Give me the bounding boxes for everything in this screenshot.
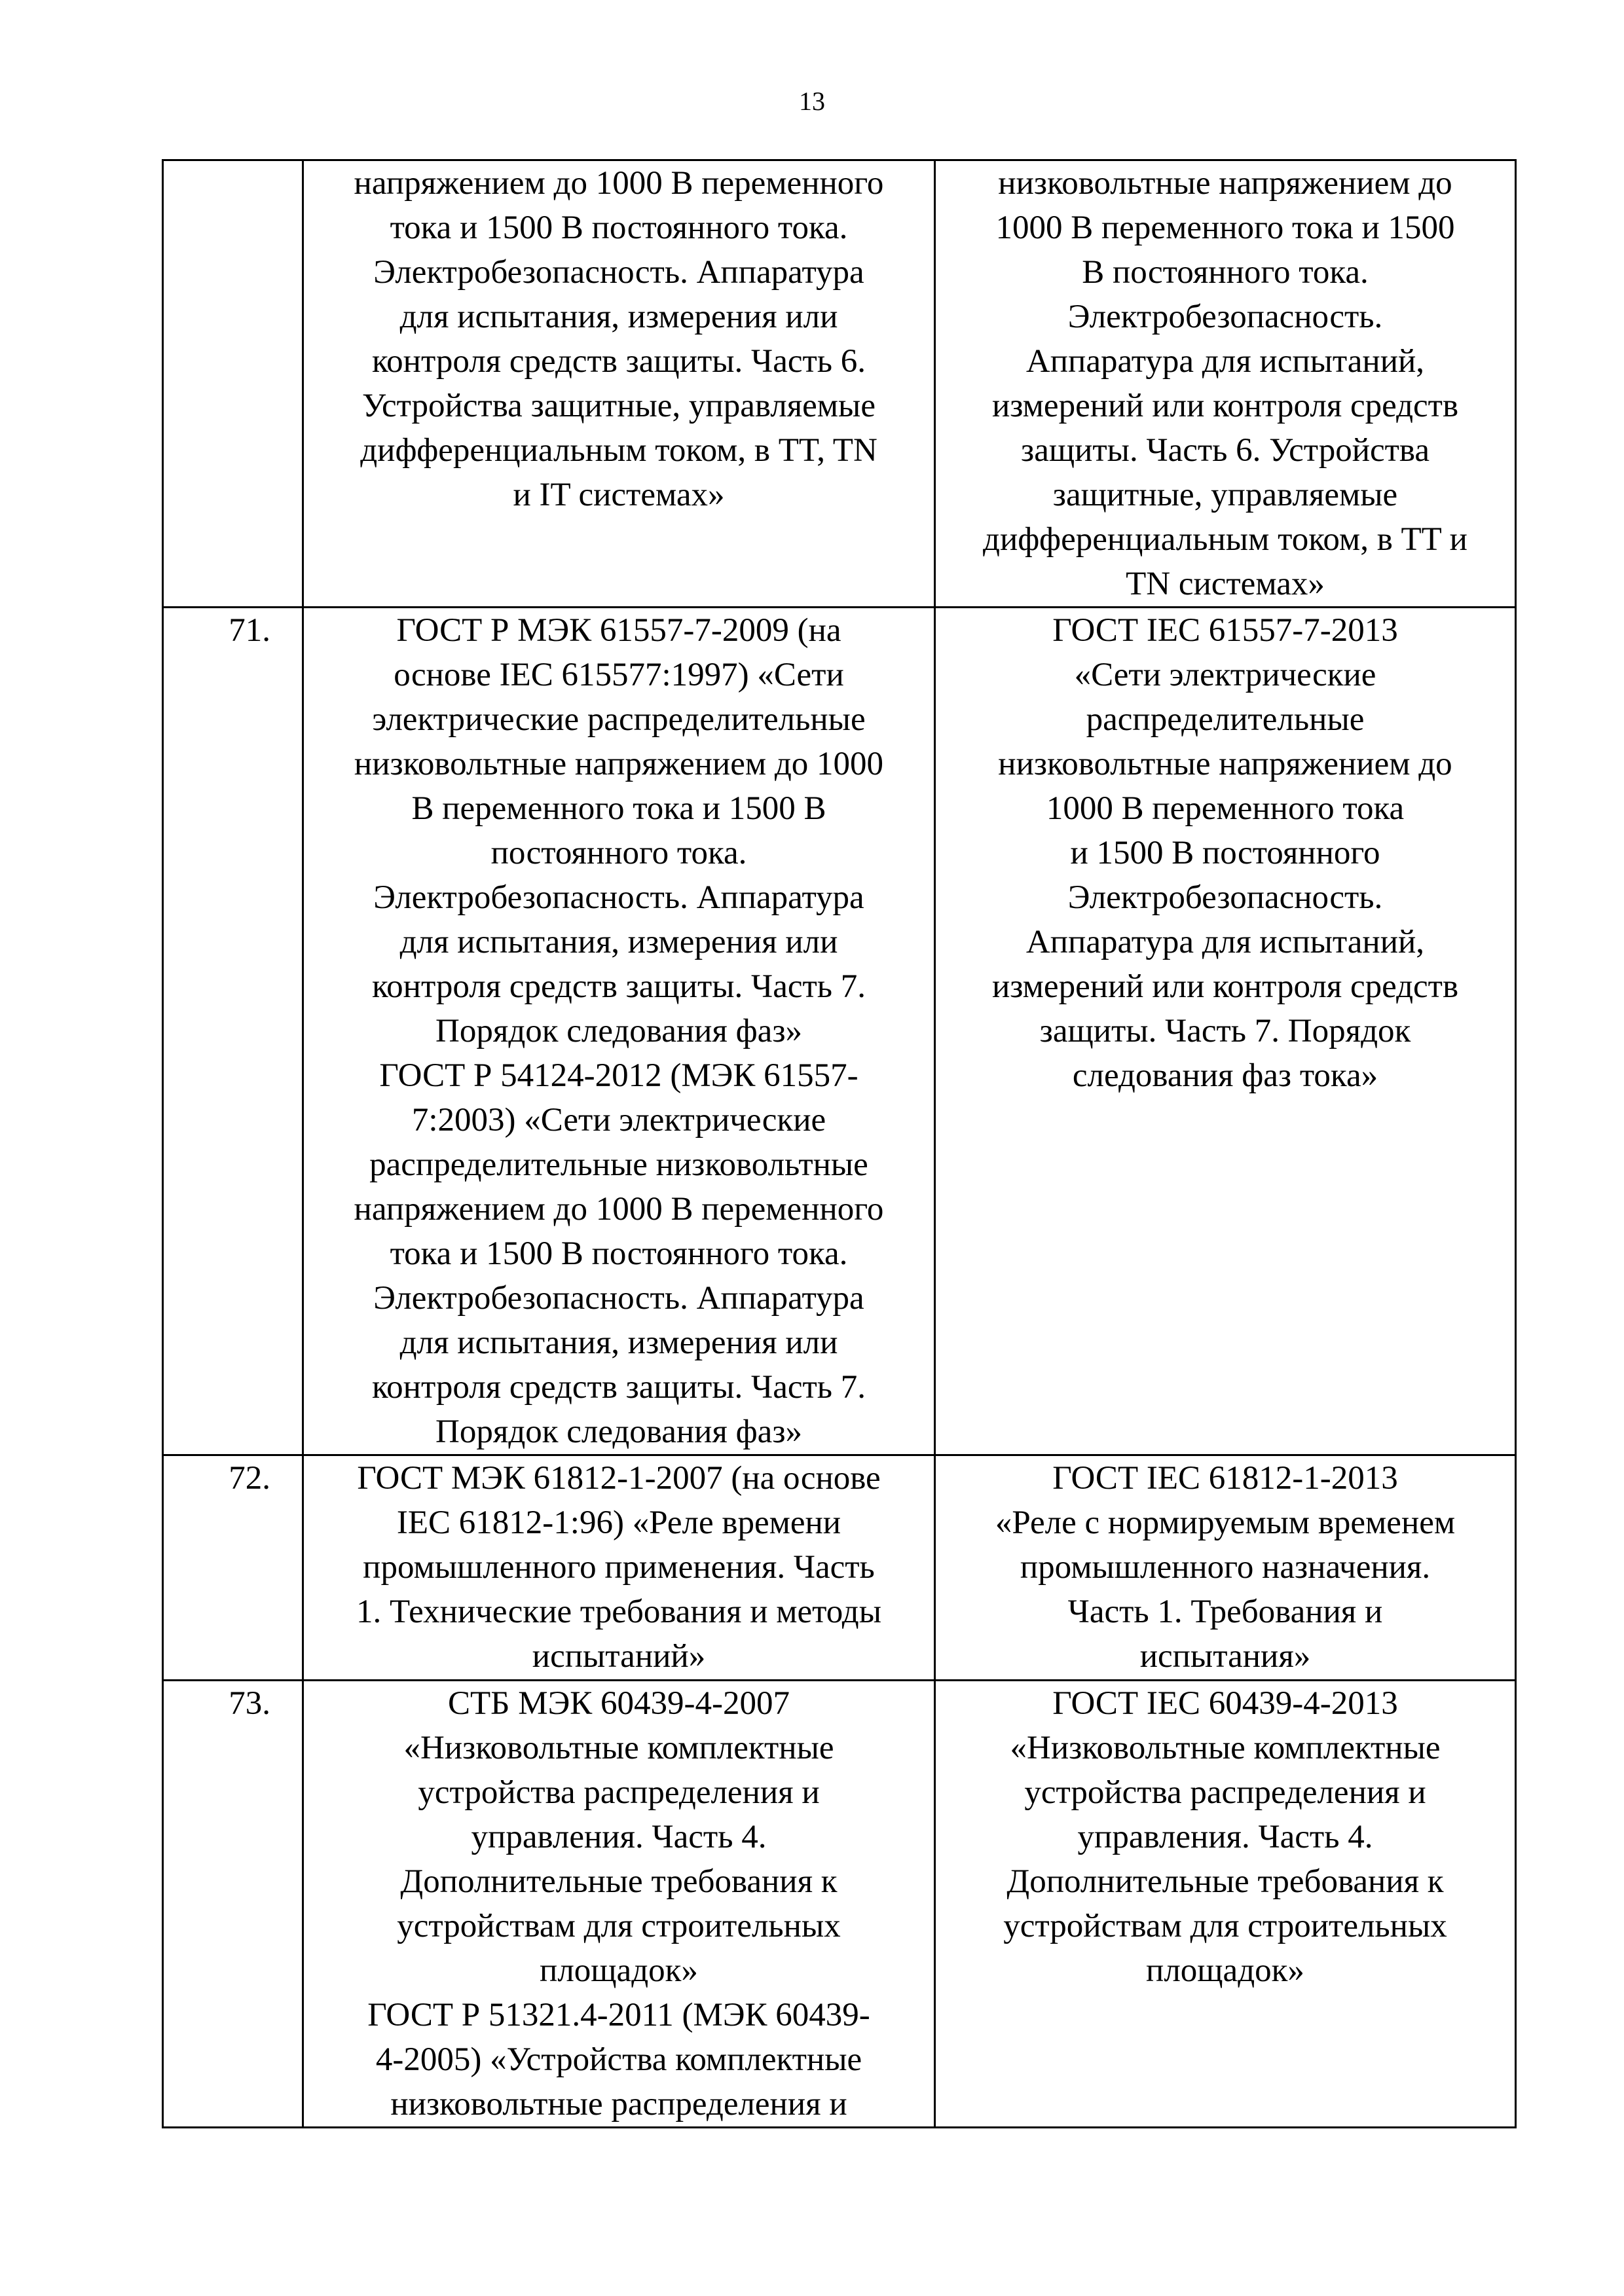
new-standard: ГОСТ IEC 61812-1-2013 «Реле с нормируемым временем промышленного назначения. Часть 1. Требования и испытания»: [935, 1455, 1516, 1681]
new-standard: ГОСТ IEC 60439-4-2013 «Низковольтные комплектные устройства распределения и управления. Часть 4. Дополнительные требования к устройствам для строительных площадок»: [935, 1681, 1516, 2128]
page-number: 13: [799, 86, 825, 116]
new-standard: ГОСТ IEC 61557-7-2013 «Сети электрические распределительные низковольтные напряжением до 1000 В переменного тока и 1500 В постоянного Электробезопасность. Аппаратура для испытаний, измерений или контроля средств защиты. Часть 7. Порядок следования фаз тока»: [935, 608, 1516, 1455]
replaced-standard: ГОСТ Р МЭК 61557-7-2009 (на основе IEC 615577:1997) «Сети электрические распределительные низковольтные напряжением до 1000 В переменного тока и 1500 В постоянного тока. Электробезопасность. Аппаратура для испытания, измерения или контроля средств защиты. Часть 7. Порядок следования фаз» ГОСТ Р 54124-2012 (МЭК 61557- 7:2003) «Сети электрические распределительные низковольтные напряжением до 1000 В переменного тока и 1500 В постоянного тока. Электробезопасность. Аппаратура для испытания, измерения или контроля средств защиты. Часть 7. Порядок следования фаз»: [303, 608, 935, 1455]
replaced-standard: СТБ МЭК 60439-4-2007 «Низковольтные комплектные устройства распределения и управления. Часть 4. Дополнительные требования к устройствам для строительных площадок» ГОСТ Р 51321.4-2011 (МЭК 60439- 4-2005) «Устройства комплектные низковольтные распределения и: [303, 1681, 935, 2128]
row-number: [163, 160, 303, 608]
table-row: [163, 608, 1516, 1455]
replaced-standard: напряжением до 1000 В переменного тока и 1500 В постоянного тока. Электробезопасность. Аппаратура для испытания, измерения или контроля средств защиты. Часть 6. Устройства защитные, управляемые дифференциальным током, в TT, TN и IT системах»: [303, 160, 935, 608]
table-row: [163, 1681, 1516, 2128]
row-number: 72.: [163, 1455, 303, 1681]
row-number: 71.: [163, 608, 303, 1455]
table-row: [163, 160, 1516, 608]
table-row: [163, 1455, 1516, 1681]
row-number: 73.: [163, 1681, 303, 2128]
new-standard: низковольтные напряжением до 1000 В переменного тока и 1500 В постоянного тока. Электробезопасность. Аппаратура для испытаний, измерений или контроля средств защиты. Часть 6. Устройства защитные, управляемые дифференциальным током, в TT и TN системах»: [935, 160, 1516, 608]
standards-table: [162, 159, 1517, 2128]
replaced-standard: ГОСТ МЭК 61812-1-2007 (на основе IEC 61812-1:96) «Реле времени промышленного применения. Часть 1. Технические требования и методы испытаний»: [303, 1455, 935, 1681]
